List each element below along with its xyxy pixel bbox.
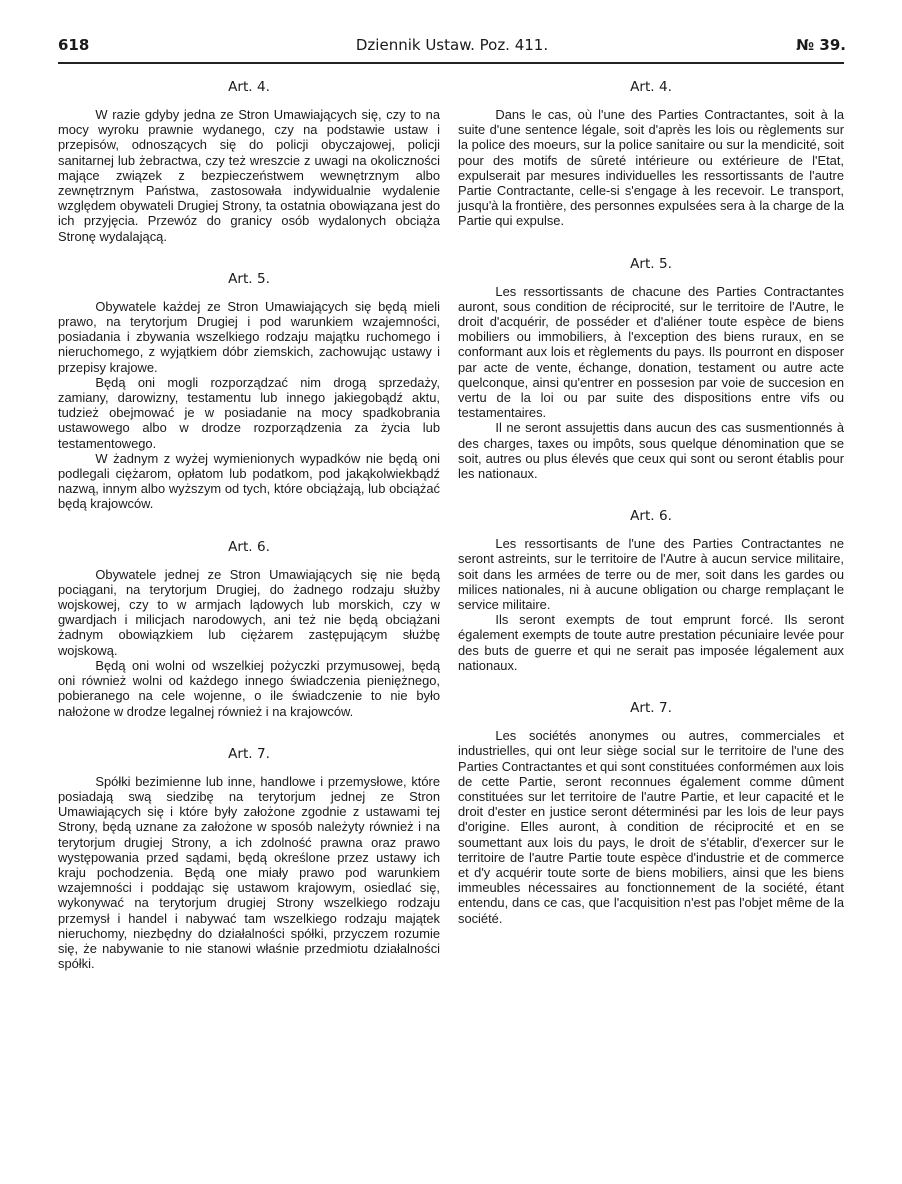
article-6-para-2-fr: Ils seront exempts de tout emprunt forcé. Ils seront également exempts de toute autre prestation pécuniaire levée pour des buts de guerre et qui ne serait pas imposée légalement aux nationaux. bbox=[458, 612, 844, 673]
article-7-text-fr: Les sociétés anonymes ou autres, commerciales et industrielles, qui ont leur siège social sur le territoire de l'une des Parties Contractantes et qui sont constituées conformémen aux lois de cette Partie, seront reconnues également comme dûment constituées sur let territoire de l'autre Partie, et leur capacité et le droit d'ester en justice seront déterminési par les lois de leur pays d'origine. Elles auront, à condition de réciprocité et en se soumettant aux lois du pays, le droit de s'établir, d'exercer sur le territoire de l'autre Partie toute espèce d'industrie et de commerce et d'y acquérir toute sorte de biens mobiliers, ainsi que les biens immeubles nécessaires au fonctionnement de la société, étant entendu, dans ce cas, que l'acquisition n'est pas l'objet même de la société. bbox=[458, 728, 844, 926]
article-6-para-1-fr: Les ressortisants de l'une des Parties Contractantes ne seront astreints, sur le territoire de l'Autre à aucun service militaire, soit dans les armées de terre ou de mer, soit dans les gardes ou milices nationales, ni à aucune obligation ou charge remplaçant le service militaire. bbox=[458, 536, 844, 613]
article-5-para-2-pl: Będą oni mogli rozporządzać nim drogą sprzedaży, zamiany, darowizny, testamentu lub innego jakiegobądź aktu, tudzież obejmować je w posiadanie na mocy spadkobrania ustawowego albo w drodze rozporządzenia za życia lub testamentowego. bbox=[58, 374, 440, 451]
article-4-title-fr: Art. 4. bbox=[630, 79, 672, 95]
article-5-title-fr: Art. 5. bbox=[630, 255, 672, 272]
article-7-text-pl: Spółki bezimienne lub inne, handlowe i przemysłowe, które posiadają swą siedzibę na terytorjum jednej ze Stron Umawiających się i które były założone zgodnie z ustawami tej Strony, będą uznane za założone w sposób należyty również i na terytorjum drugiej Strony, a ich zdolność prawna oraz prawo występowania przed sądami, będą określone przez ustawy ich kraju pochodzenia. Będą one miały prawo pod warunkiem wzajemności i poddając się ustawom krajowym, osiedlać się, wykonywać na terytorjum drugiej Strony wszelkiego rodzaju przemysł i handel i nabywać tam wszelkiego rodzaju majątek nieruchomy, niezbędny do działalności spółki, przyczem rozumie się, że nabywanie to nie stanowi właśnie przedmiotu działalności spółki. bbox=[58, 773, 440, 972]
article-6-title-pl: Art. 6. bbox=[228, 538, 270, 555]
article-4-text-fr: Dans le cas, où l'une des Parties Contractantes, soit à la suite d'une sentence légale, soit d'après les lois ou règlements sur la police des moeurs, sur la police sanitaire ou sur la mendicité, soit pour des motifs de sûreté intérieure ou extérieure de l'Etat, expulserait par mesures individuelles les ressortissants de l'autre Partie Contractante, celle-si s'engage à les recevoir. Le transport, jusqu'à la frontière, des personnes expulsées sera à la charge de la Partie qui expulse. bbox=[458, 107, 844, 229]
article-5-para-1-fr: Les ressortissants de chacune des Parties Contractantes auront, sous condition de réciprocité, sur le territoire de l'Autre, le droit d'acquérir, de posséder et d'aliéner toute espèce de biens mobiliers ou immobiliers, à l'exception des biens ruraux, en se conformant aux lois et règlements du pays. Ils pourront en disposer par acte de vente, échange, donation, testament ou autre acte quelconque, ainsi qu'entrer en possesion par voie de succesion en vertu de la loi ou par suite des dispositions entre vifs ou testamentaires. bbox=[458, 283, 844, 421]
article-4-title-pl: Art. 4. bbox=[228, 79, 270, 95]
article-7-title-pl: Art. 7. bbox=[228, 745, 270, 762]
header-rule bbox=[58, 62, 844, 64]
article-4-text-pl: W razie gdyby jedna ze Stron Umawiających się, czy to na mocy wyroku prawnie wydanego, czy na podstawie ustaw i przepisów, odnoszących się do policji obyczajowej, policji sanitarnej lub żebractwa, czy też wreszcie z uwagi na okoliczności mające związek z bezpieczeństwem wewnętrznym albo zewnętrznym Państwa, zastosowała indywidualnie wydalenie względem obywateli Drugiej Strony, ta ostatnia obowiązana jest do ich przyjęcia. Przewóz do granicy osób wydalonych obciąża Stronę wydalającą. bbox=[58, 107, 440, 244]
page-number: 618 bbox=[58, 36, 90, 54]
issue-number: № 39. bbox=[796, 36, 846, 54]
article-5-para-2-fr: Il ne seront assujettis dans aucun des cas susmentionnés à des charges, taxes ou impôts, sous quelque dénomination que se soit, autres ou plus élevés que ceux qui sont ou seront établis pour les nationaux. bbox=[458, 420, 844, 482]
article-5-para-1-pl: Obywatele każdej ze Stron Umawiających się będą mieli prawo, na terytorjum Drugiej i pod warunkiem wzajemności, posiadania i zbywania wszelkiego rodzaju majątku ruchomego i nieruchomego, z wyjątkiem dóbr ziemskich, zachowując ustawy i przepisy krajowe. bbox=[58, 298, 440, 375]
journal-title: Dziennik Ustaw. Poz. 411. bbox=[355, 36, 549, 54]
article-6-para-1-pl: Obywatele jednej ze Stron Umawiających się nie będą pociągani, na terytorjum Drugiej, do żadnego rodzaju służby wojskowej, czy to w armjach lądowych lub morskich, czy w gwardjach i milicjach narodowych, ani też nie będą obciążani żadnym obowiązkiem lub ciężarem zastępującym służbę wojskową. bbox=[58, 566, 440, 658]
article-5-para-3-pl: W żadnym z wyżej wymienionych wypadków nie będą oni podlegali ciężarom, opłatom lub podatkom, pod jakąkolwiekbądź nazwą, innym albo wyższym od tych, które obciążają, lub obciążać będą krajowców. bbox=[58, 450, 440, 512]
article-7-title-fr: Art. 7. bbox=[630, 700, 672, 717]
article-5-title-pl: Art. 5. bbox=[228, 270, 270, 287]
polish-column bbox=[58, 78, 440, 971]
page-header bbox=[58, 34, 846, 60]
article-6-para-2-pl: Będą oni wolni od wszelkiej pożyczki przymusowej, będą oni również wolni od każdego innego świadczenia pieniężnego, pobieranego na cele wojenne, o ile świadczenie to nie było nałożone w drodze legalnej również i na krajowców. bbox=[58, 657, 440, 719]
french-column bbox=[458, 78, 844, 926]
article-6-title-fr: Art. 6. bbox=[630, 508, 672, 525]
